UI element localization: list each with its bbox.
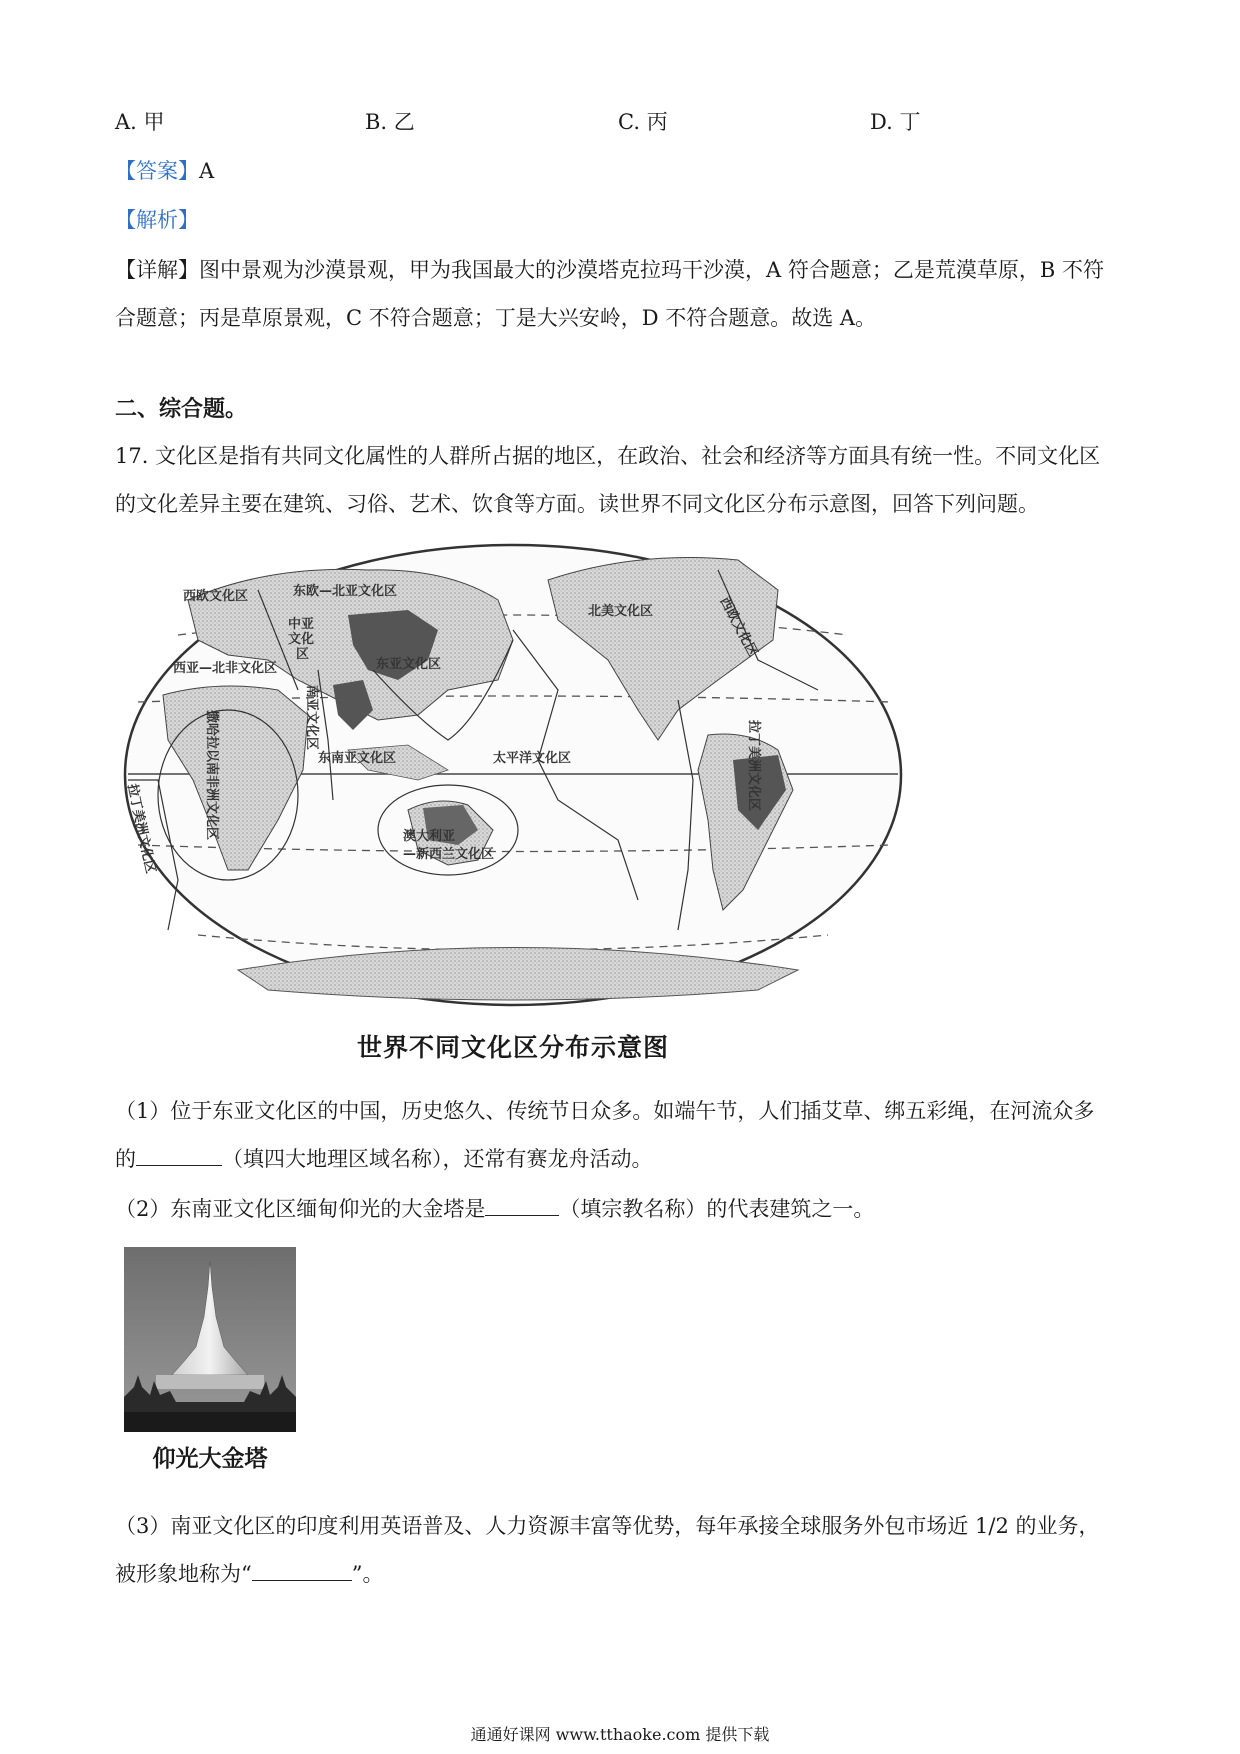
analysis-line: [115, 204, 199, 234]
detail-line-2: [115, 302, 876, 332]
photo-caption: 仰光大金塔: [152, 1446, 268, 1472]
answer-blank[interactable]: [136, 1147, 222, 1166]
option-letter: A.: [115, 110, 137, 134]
section-title: 二、综合题。: [115, 397, 248, 422]
label-east-europe: 东欧—北亚文化区: [293, 584, 398, 599]
sub3-line-2: [115, 1558, 384, 1588]
answer-blank[interactable]: [252, 1562, 352, 1581]
sub2-line: [115, 1193, 874, 1223]
label-oceania-1: 澳大利亚: [403, 829, 456, 844]
option-d: [870, 106, 920, 136]
sub3-prefix: 被形象地称为“: [115, 1562, 252, 1586]
label-west-asia: 西亚—北非文化区: [173, 661, 278, 676]
map-caption: 世界不同文化区分布示意图: [356, 1033, 669, 1062]
detail-text-2: 合题意；丙是草原景观，C 不符合题意；丁是大兴安岭，D 不符合题意。故选 A。: [115, 306, 877, 330]
label-west-europe: 西欧文化区: [183, 589, 249, 604]
detail-text-1: 图中景观为沙漠景观，甲为我国最大的沙漠塔克拉玛干沙漠，A 符合题意；乙是荒漠草原，B 不符: [199, 258, 1104, 282]
option-text: 丙: [646, 110, 668, 134]
analysis-tag: 【解析】: [115, 208, 199, 232]
sub1-line-1: （1）位于东亚文化区的中国，历史悠久、传统节日众多。如端午节，人们插艾草、绑五彩绳，在河流众多: [115, 1099, 1095, 1123]
option-c: [618, 106, 668, 136]
answer-tag: 【答案】: [115, 159, 199, 183]
sub1-line-2: [115, 1143, 653, 1173]
pagoda-photo: [124, 1247, 296, 1432]
option-text: 甲: [143, 110, 165, 134]
label-central-asia-2: 文化: [288, 632, 315, 647]
answer-line: [115, 155, 214, 185]
option-b: [365, 106, 415, 136]
label-oceania-2: —新西兰文化区: [403, 847, 495, 862]
sub1-prefix: 的: [115, 1147, 136, 1171]
label-south-asia: 南亚文化区: [304, 685, 319, 751]
option-a: [115, 106, 165, 136]
pagoda-image: [124, 1247, 296, 1432]
sub2-prefix: （2）东南亚文化区缅甸仰光的大金塔是: [115, 1197, 486, 1221]
map-figure: [118, 540, 908, 1010]
sub3-suffix: ”。: [351, 1562, 384, 1586]
sub1-suffix: （填四大地理区域名称），还常有赛龙舟活动。: [222, 1147, 653, 1171]
sub2-suffix: （填宗教名称）的代表建筑之一。: [559, 1197, 875, 1221]
answer-value: A: [199, 159, 215, 183]
label-east-asia: 东亚文化区: [376, 657, 442, 672]
detail-line-1: [115, 254, 1104, 284]
sub3-line-1: （3）南亚文化区的印度利用英语普及、人力资源丰富等优势，每年承接全球服务外包市场近 1/2 的业务，: [115, 1514, 1100, 1538]
label-pacific: 太平洋文化区: [493, 751, 572, 766]
label-latin-america-left: 拉丁美洲文化区: [124, 782, 158, 875]
detail-tag: 【详解】: [115, 258, 199, 282]
label-southeast-asia: 东南亚文化区: [318, 751, 397, 766]
world-culture-map: [118, 540, 908, 1010]
answer-blank[interactable]: [485, 1197, 559, 1216]
option-text: 丁: [899, 110, 921, 134]
label-north-america: 北美文化区: [588, 604, 654, 619]
option-letter: D.: [870, 110, 893, 134]
q17-line-2: 的文化差异主要在建筑、习俗、艺术、饮食等方面。读世界不同文化区分布示意图，回答下列问题。: [115, 492, 1039, 516]
option-letter: B.: [365, 110, 388, 134]
label-sub-saharan: 撒哈拉以南非洲文化区: [204, 710, 219, 841]
q17-line-1: 17. 文化区是指有共同文化属性的人群所占据的地区，在政治、社会和经济等方面具有统一性。不同文化区: [115, 444, 1101, 468]
label-central-asia-1: 中亚: [288, 617, 315, 632]
option-letter: C.: [618, 110, 640, 134]
label-west-europe-right: 西欧文化区: [716, 594, 761, 660]
page-footer: 通通好课网 www.tthaoke.com 提供下载: [470, 1725, 770, 1744]
option-text: 乙: [393, 110, 415, 134]
label-latin-america-right: 拉丁美洲文化区: [746, 720, 761, 812]
label-central-asia-3: 区: [296, 647, 310, 662]
